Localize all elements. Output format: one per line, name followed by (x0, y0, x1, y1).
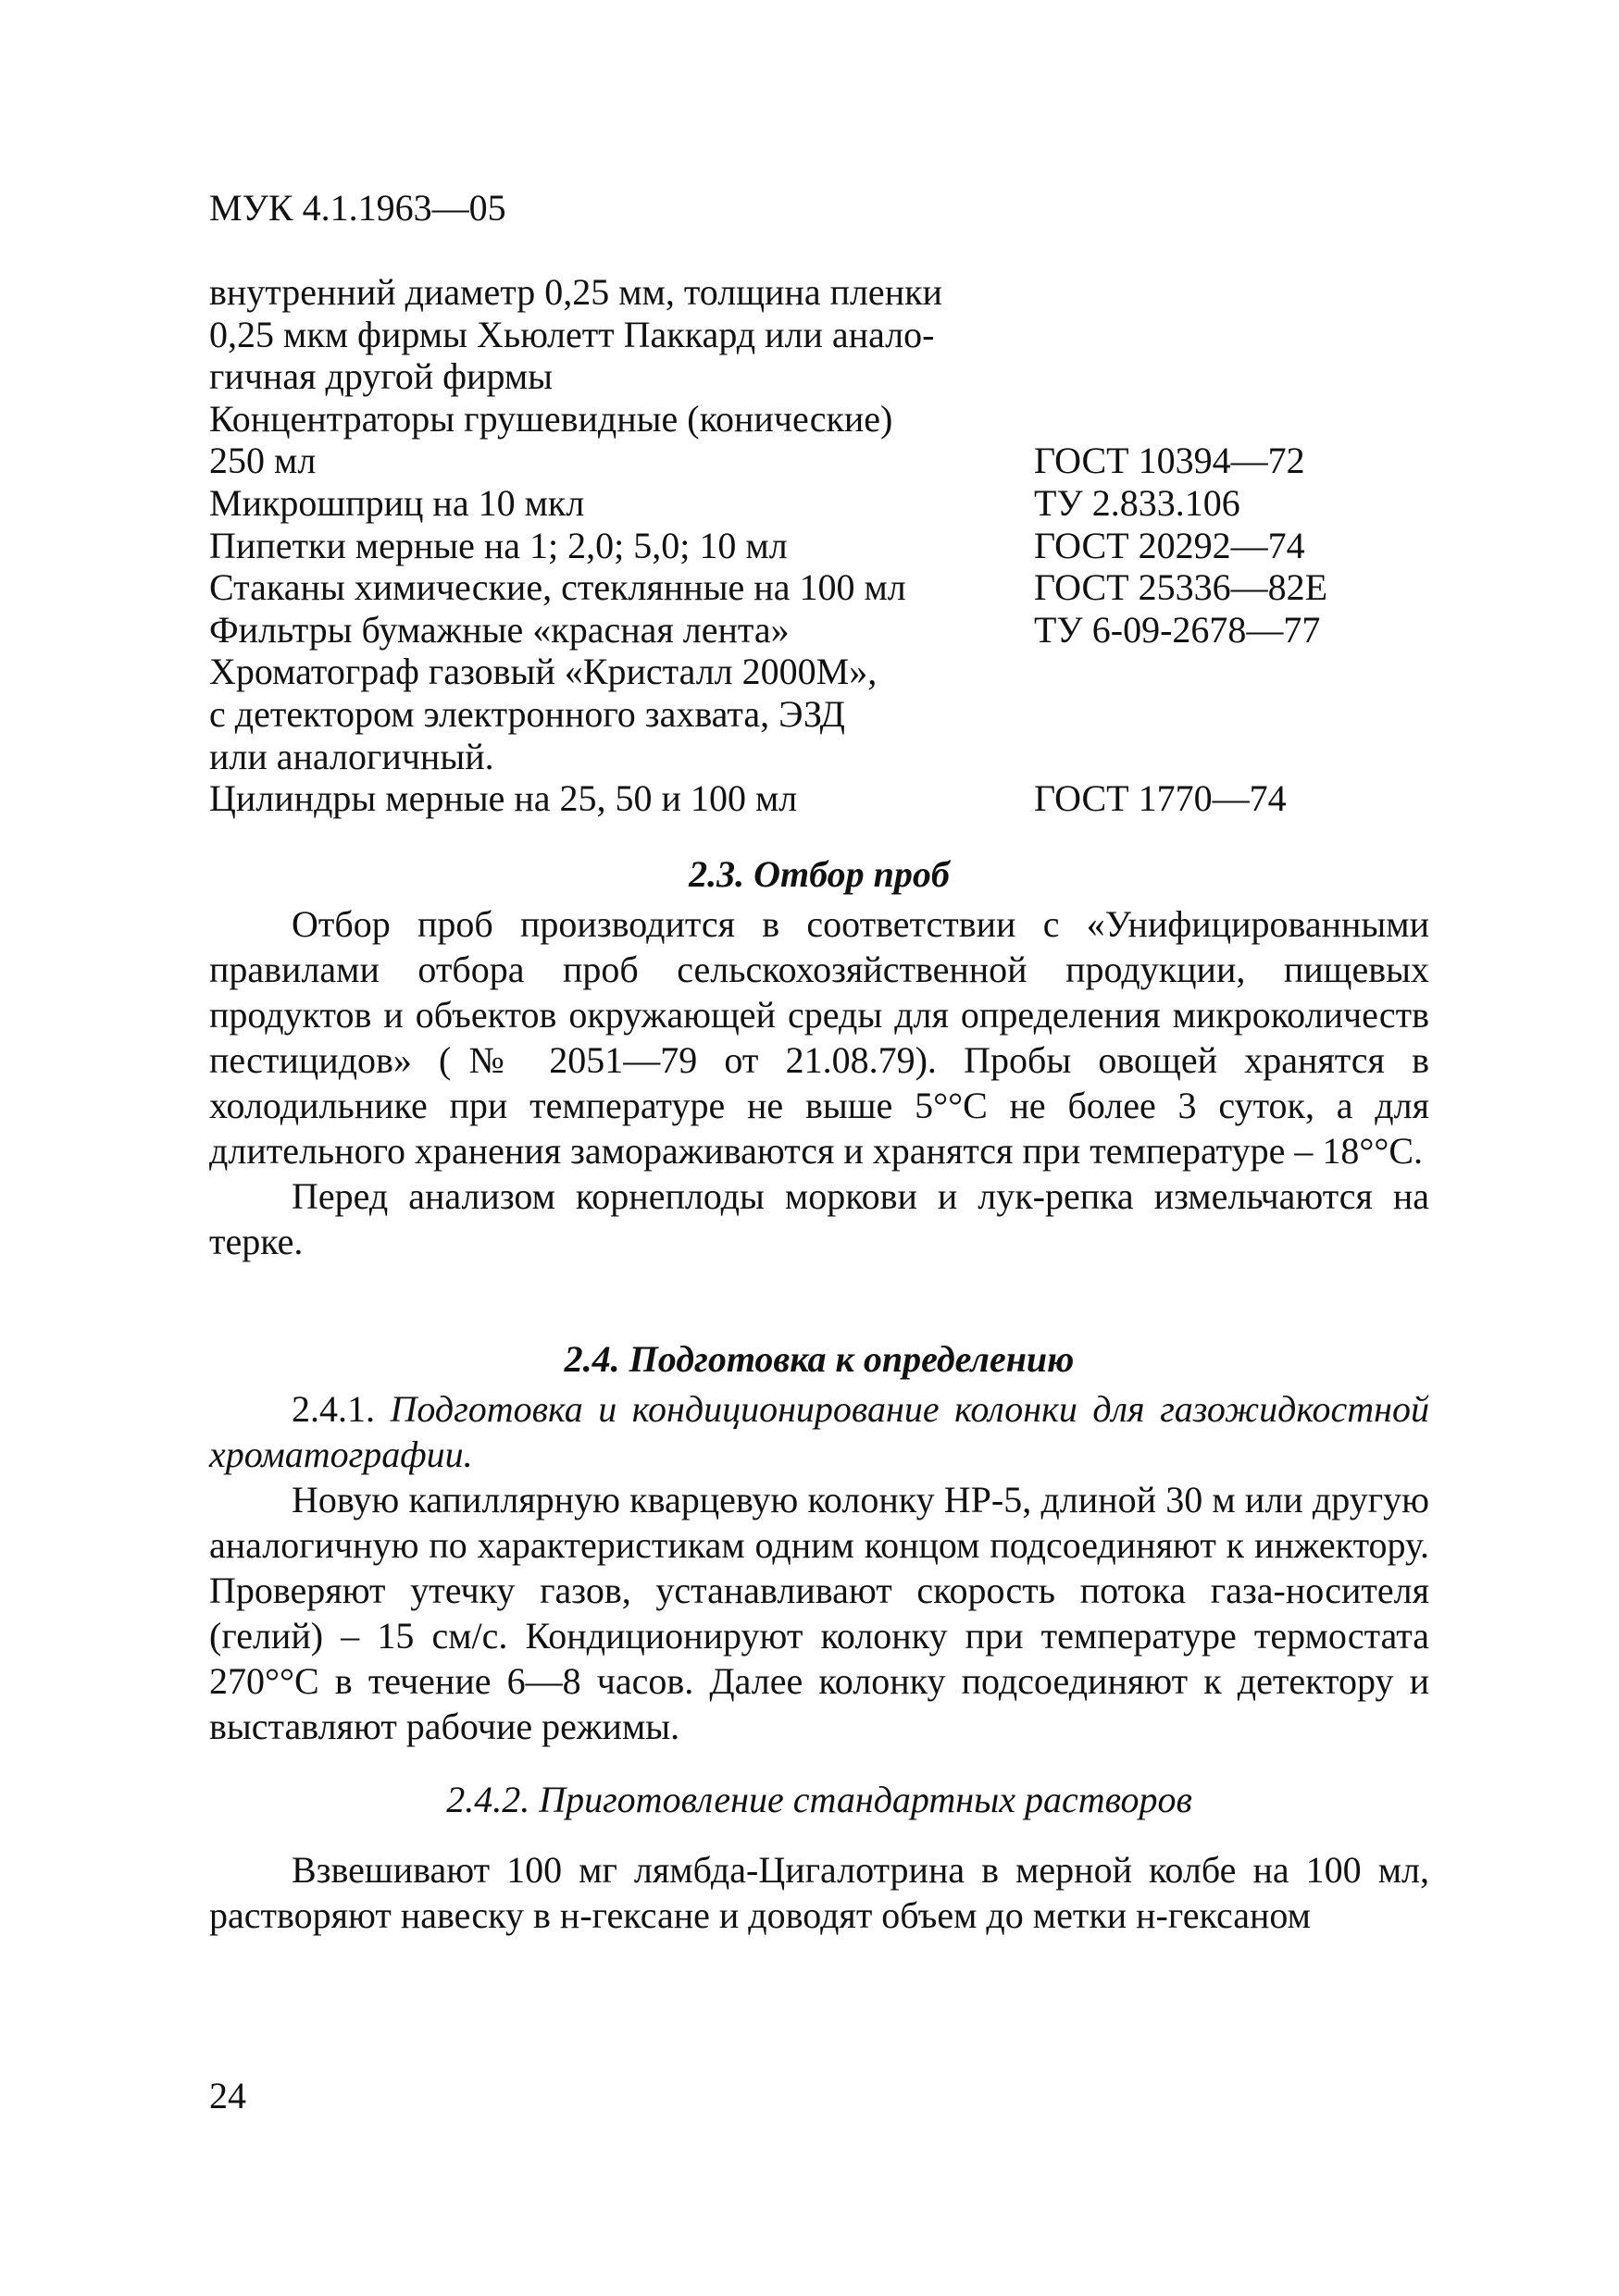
equipment-row (209, 525, 1431, 567)
equipment-standard-ref: ГОСТ 10394—72 (1034, 440, 1305, 482)
equipment-list (209, 271, 1431, 820)
equipment-row (209, 271, 1431, 314)
equipment-item: или аналогичный. (209, 735, 494, 777)
equipment-row (209, 609, 1431, 652)
equipment-item: Цилиндры мерные на 25, 50 и 100 мл (209, 777, 798, 820)
section-heading: 2.4. Подготовка к определению (564, 1338, 1075, 1380)
equipment-row (209, 355, 1431, 398)
equipment-standard-ref: ГОСТ 1770—74 (1034, 777, 1287, 820)
equipment-item: Микрошприц на 10 мкл (209, 481, 585, 524)
equipment-item: гичная другой фирмы (209, 355, 554, 398)
section-heading: 2.3. Отбор проб (689, 853, 950, 895)
section-2-4 (209, 1333, 1429, 1938)
equipment-item: 0,25 мкм фирмы Хьюлетт Паккард или анало- (209, 313, 935, 355)
page-number: 24 (209, 2075, 246, 2116)
equipment-row (209, 566, 1431, 609)
equipment-row (209, 440, 1431, 482)
subsection-heading: 2.4.2. Приготовление стандартных растворов (446, 1779, 1192, 1820)
equipment-item: 250 мл (209, 440, 317, 482)
paragraph: Взвешивают 100 мг лямбда-Цигалотрина в мерной колбе на 100 мл, растворяют навеску в н-гексане и доводят объем до метки н-гексаном (209, 1849, 1429, 1936)
equipment-standard-ref: ТУ 6-09-2678—77 (1034, 608, 1321, 651)
subsection-2-4-1-label (209, 1386, 1429, 1477)
equipment-row (209, 777, 1431, 820)
subsection-title: Подготовка и кондиционирование колонки для газожидкостной хроматографии. (209, 1388, 1429, 1475)
equipment-row (209, 693, 1431, 736)
paragraph: Отбор проб производится в соответствии с «Унифицированными правилами отбора проб сельскохозяйственной продукции, пищевых продуктов и объектов окружающей среды для определения микроколичеств пестицидов» (№ 2051—79 от 21.08.79). Пробы овощей хранятся в холодильнике при температуре не выше 5°°С не более 3 суток, а для длительного хранения замораживаются и хранятся при температуре – 18°°С. (209, 903, 1429, 1172)
subsection-number: 2.4.1. (292, 1388, 391, 1430)
equipment-row (209, 314, 1431, 356)
paragraph: Перед анализом корнеплоды моркови и лук-репка измельчаются на терке. (209, 1175, 1429, 1262)
equipment-item: Концентраторы грушевидные (конические) (209, 397, 893, 440)
equipment-standard-ref (1034, 355, 1431, 398)
equipment-item: Стаканы химические, стеклянные на 100 мл (209, 566, 906, 609)
equipment-standard-ref: ГОСТ 20292—74 (1034, 524, 1305, 566)
equipment-item: Хроматограф газовый «Кристалл 2000М», (209, 651, 878, 693)
equipment-row (209, 736, 1431, 778)
equipment-standard-ref (1034, 651, 1431, 693)
equipment-standard-ref: ГОСТ 25336—82Е (1034, 566, 1328, 609)
document-code: МУК 4.1.1963—05 (209, 187, 506, 229)
equipment-item: с детектором электронного захвата, ЭЗД (209, 692, 845, 735)
equipment-row (209, 482, 1431, 525)
equipment-standard-ref (1034, 693, 1431, 736)
equipment-standard-ref (1034, 271, 1431, 314)
equipment-item: Фильтры бумажные «красная лента» (209, 608, 790, 651)
equipment-standard-ref: ТУ 2.833.106 (1034, 481, 1240, 524)
section-2-3 (209, 848, 1429, 1264)
equipment-standard-ref (1034, 314, 1431, 356)
equipment-item: внутренний диаметр 0,25 мм, толщина пленки (209, 271, 942, 313)
equipment-standard-ref (1034, 398, 1431, 441)
equipment-row (209, 398, 1431, 441)
equipment-item: Пипетки мерные на 1; 2,0; 5,0; 10 мл (209, 524, 788, 566)
paragraph: Новую капиллярную кварцевую колонку НР-5, длиной 30 м или другую аналогичную по характеристикам одним концом подсоединяют к инжектору. Проверяют утечку газов, устанавливают скорость потока газа-носителя (гелий) – 15 см/с. Кондиционируют колонку при температуре термостата 270°°С в течение 6—8 часов. Далее колонку подсоединяют к детектору и выставляют рабочие режимы. (209, 1479, 1429, 1747)
equipment-row (209, 651, 1431, 693)
equipment-standard-ref (1034, 736, 1431, 778)
